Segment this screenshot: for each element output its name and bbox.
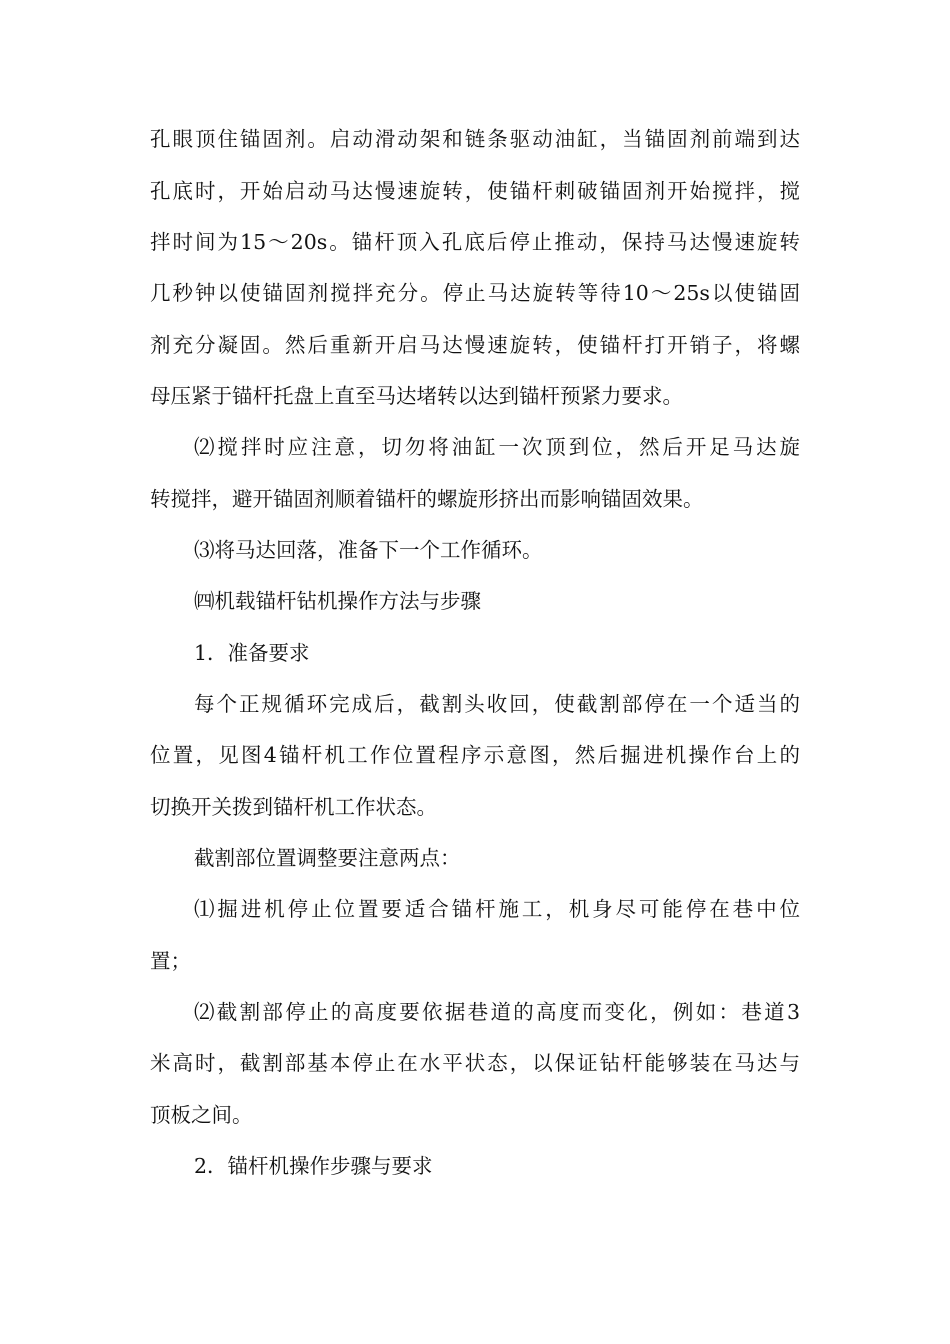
paragraph-line: 切换开关拨到锚杆机工作状态。 bbox=[150, 795, 437, 819]
paragraph-line: ⑴掘进机停止位置要适合锚杆施工，机身尽可能停在巷中位 bbox=[194, 897, 800, 921]
paragraph-line: 截割部位置调整要注意两点： bbox=[194, 846, 461, 870]
paragraph-line: 剂充分凝固。然后重新开启马达慢速旋转，使锚杆打开销子，将螺 bbox=[150, 333, 800, 357]
paragraph-line: ⑶将马达回落，准备下一个工作循环。 bbox=[194, 538, 543, 562]
paragraph-line: 每个正规循环完成后，截割头收回，使截割部停在一个适当的 bbox=[194, 692, 800, 716]
paragraph-line: 米高时，截割部基本停止在水平状态，以保证钻杆能够装在马达与 bbox=[150, 1051, 800, 1075]
section-heading: ㈣机载锚杆钻机操作方法与步骤 bbox=[194, 589, 481, 613]
paragraph-line: ⑵搅拌时应注意，切勿将油缸一次顶到位，然后开足马达旋 bbox=[194, 435, 800, 459]
paragraph-line: 位置，见图4锚杆机工作位置程序示意图，然后掘进机操作台上的 bbox=[150, 743, 800, 767]
subsection-heading: 1．准备要求 bbox=[194, 641, 310, 665]
paragraph-line: 母压紧于锚杆托盘上直至马达堵转以达到锚杆预紧力要求。 bbox=[150, 384, 683, 408]
paragraph-line: 转搅拌，避开锚固剂顺着锚杆的螺旋形挤出而影响锚固效果。 bbox=[150, 487, 704, 511]
paragraph-line: 顶板之间。 bbox=[150, 1103, 253, 1127]
paragraph-line: 孔眼顶住锚固剂。启动滑动架和链条驱动油缸，当锚固剂前端到达 bbox=[150, 127, 800, 151]
subsection-heading: 2．锚杆机操作步骤与要求 bbox=[194, 1154, 433, 1178]
paragraph-line: ⑵截割部停止的高度要依据巷道的高度而变化，例如：巷道3 bbox=[194, 1000, 800, 1024]
paragraph-line: 几秒钟以使锚固剂搅拌充分。停止马达旋转等待10～25s以使锚固 bbox=[150, 281, 800, 305]
paragraph-line: 拌时间为15～20s。锚杆顶入孔底后停止推动，保持马达慢速旋转 bbox=[150, 230, 800, 254]
paragraph-line: 孔底时，开始启动马达慢速旋转，使锚杆刺破锚固剂开始搅拌，搅 bbox=[150, 179, 800, 203]
paragraph-line: 置； bbox=[150, 949, 191, 973]
